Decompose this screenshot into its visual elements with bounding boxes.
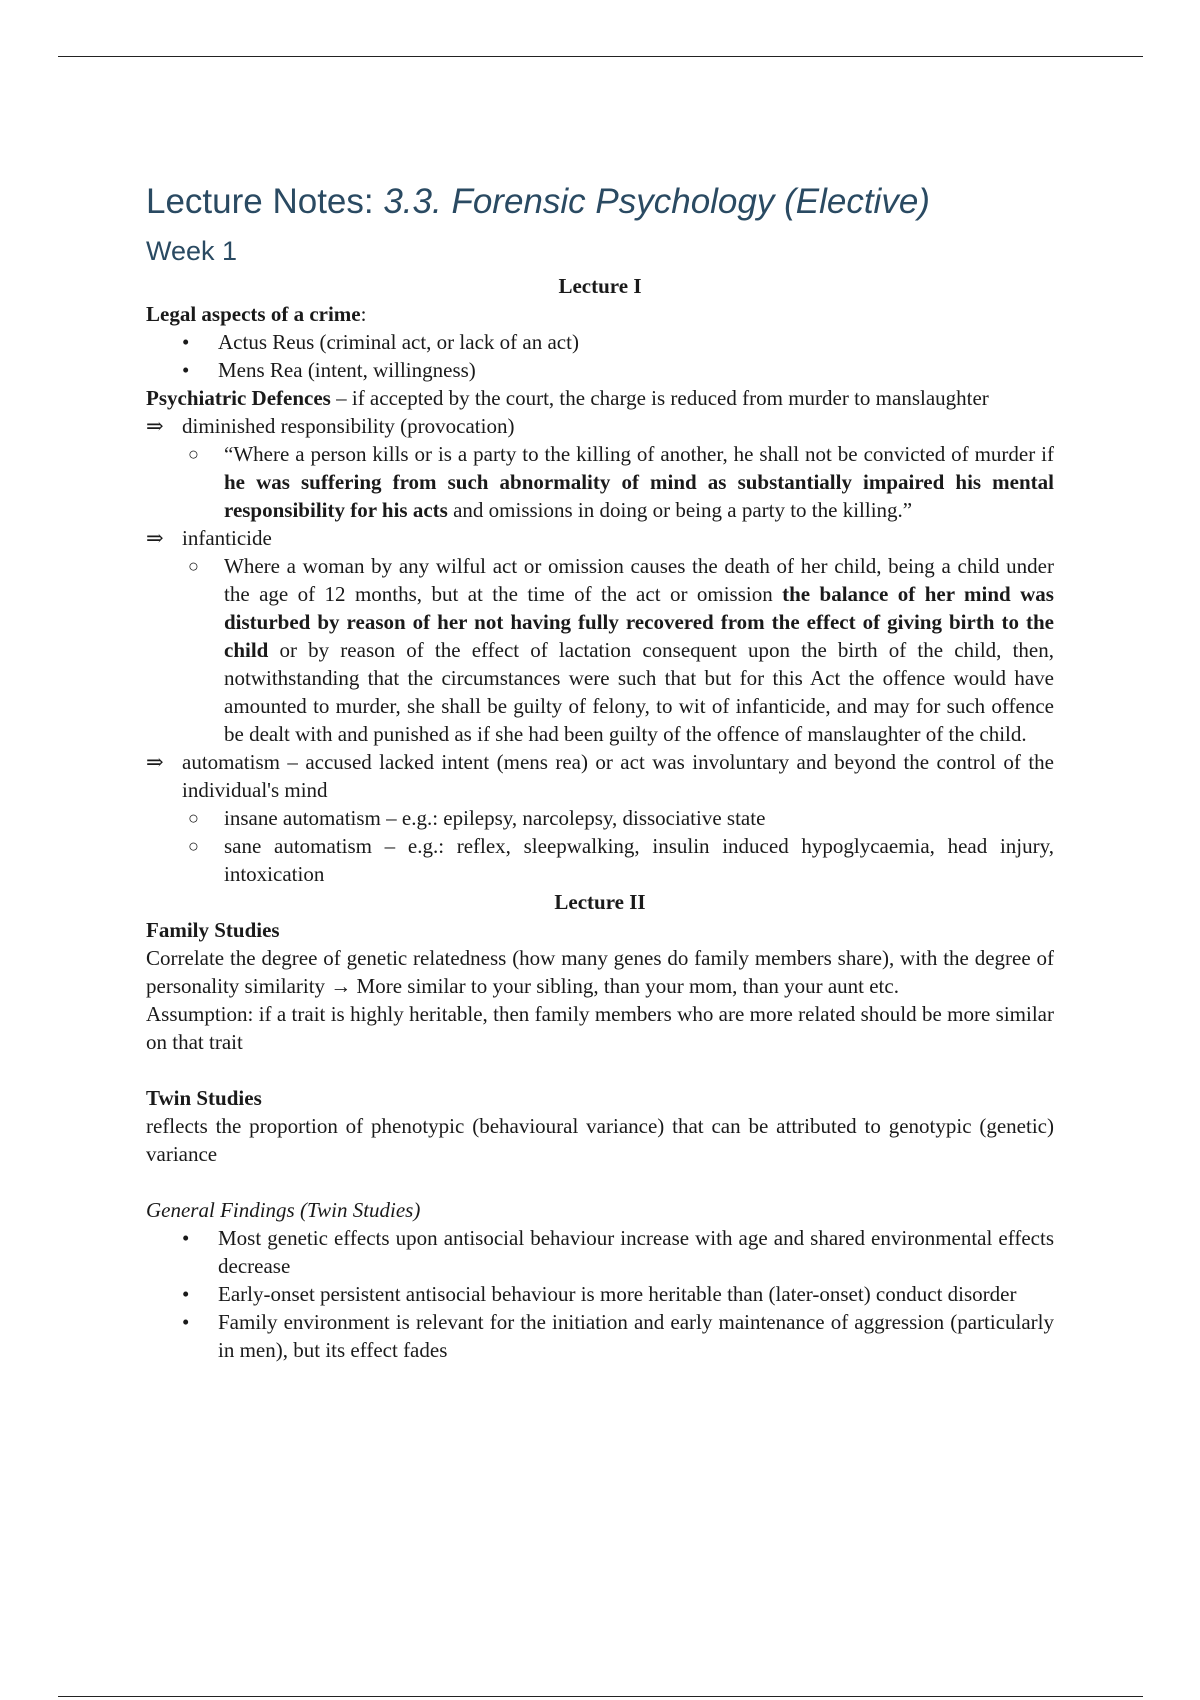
- family-studies-heading: Family Studies: [146, 918, 280, 942]
- lecture-1-heading: Lecture I: [558, 274, 642, 298]
- infanticide-text-bold: the balance of her mind was disturbed by reason of her not having fully recovered from the effect of giving birth to the child: [224, 582, 1054, 662]
- infanticide-label: infanticide: [182, 526, 272, 550]
- title-course: 3.3. Forensic Psychology (Elective): [383, 182, 930, 221]
- circle-bullet-icon: ○: [188, 556, 199, 576]
- list-item: [188, 552, 1054, 748]
- list-item-text: insane automatism – e.g.: epilepsy, narcolepsy, dissociative state: [224, 806, 766, 830]
- psychiatric-defences-label: Psychiatric Defences: [146, 386, 331, 410]
- legal-aspects-heading: [146, 300, 1054, 328]
- circle-bullet-icon: ○: [188, 836, 199, 856]
- list-item: [188, 440, 1054, 524]
- quote-text-a: “Where a person kills or is a party to the killing of another, he shall not be convicted of murder if: [224, 442, 1054, 466]
- page-title: [146, 180, 1054, 224]
- list-item-text: Mens Rea (intent, willingness): [218, 358, 476, 382]
- bullet-icon: •: [182, 358, 190, 382]
- top-rule: [58, 56, 1143, 57]
- spacer: [146, 1056, 1054, 1084]
- diminished-responsibility-sublist: [146, 440, 1054, 524]
- circle-bullet-icon: ○: [188, 808, 199, 828]
- list-item-text: Early-onset persistent antisocial behaviour is more heritable than (later-onset) conduct disorder: [218, 1282, 1017, 1306]
- list-item-text: sane automatism – e.g.: reflex, sleepwalking, insulin induced hypoglycaemia, head injury, intoxication: [224, 834, 1054, 886]
- infanticide-text-a: Where a woman by any wilful act or omission causes the death of her child, being a child under the age of 12 months, but at the time of the act or omission: [224, 554, 1054, 606]
- psychiatric-defences-paragraph: [146, 384, 1054, 412]
- bullet-icon: •: [182, 1310, 190, 1334]
- diminished-responsibility-item: [146, 412, 1054, 440]
- infanticide-text-c: or by reason of the effect of lactation consequent upon the birth of the child, then, notwithstanding that the circumstances were such that but for this Act the offence would have amounted to murder, she shall be guilty of felony, to wit of infanticide, and may for such offence be dealt with and punished as if she had been guilty of the offence of manslaughter of the child.: [224, 638, 1054, 746]
- list-item: [188, 832, 1054, 888]
- legal-aspects-list: [146, 328, 1054, 384]
- infanticide-sublist: [146, 552, 1054, 748]
- list-item-text: Actus Reus (criminal act, or lack of an act): [218, 330, 579, 354]
- list-item: [182, 356, 1054, 384]
- arrow-icon: ⇒: [146, 750, 164, 774]
- twin-studies-text: reflects the proportion of phenotypic (behavioural variance) that can be attributed to genotypic (genetic) variance: [146, 1114, 1054, 1166]
- legal-aspects-label: Legal aspects of a crime: [146, 302, 361, 326]
- infanticide-item: [146, 524, 1054, 552]
- bullet-icon: •: [182, 1282, 190, 1306]
- automatism-item: [146, 748, 1054, 804]
- bullet-icon: •: [182, 1226, 190, 1250]
- legal-aspects-colon: :: [360, 302, 367, 326]
- quote-text-bold: he was suffering from such abnormality of mind as substantially impaired his mental responsibility for his acts: [224, 470, 1054, 522]
- list-item: [182, 1224, 1054, 1280]
- spacer: [146, 1168, 1054, 1196]
- list-item-text: Most genetic effects upon antisocial behaviour increase with age and shared environmental effects decrease: [218, 1226, 1054, 1278]
- lecture-2-heading: Lecture II: [554, 890, 646, 914]
- psychiatric-defences-text: – if accepted by the court, the charge is reduced from murder to manslaughter: [330, 386, 989, 410]
- circle-bullet-icon: ○: [188, 444, 199, 464]
- general-findings-list: [146, 1224, 1054, 1364]
- document-body: [146, 180, 1054, 1364]
- list-item-text: Family environment is relevant for the initiation and early maintenance of aggression (particularly in men), but its effect fades: [218, 1310, 1054, 1362]
- family-studies-text: Correlate the degree of genetic relatedness (how many genes do family members share), with the degree of personality similarity → More similar to your sibling, than your mom, than your aunt etc.: [146, 946, 1054, 998]
- arrow-icon: ⇒: [146, 526, 164, 550]
- bottom-rule: [58, 1696, 1143, 1697]
- quote-text-c: and omissions in doing or being a party to the killing.”: [447, 498, 913, 522]
- week-heading: Week 1: [146, 236, 238, 266]
- assumption-text: Assumption: if a trait is highly heritable, then family members who are more related should be more similar on that trait: [146, 1002, 1054, 1054]
- list-item: [182, 1280, 1054, 1308]
- arrow-icon: ⇒: [146, 414, 164, 438]
- bullet-icon: •: [182, 330, 190, 354]
- general-findings-heading: General Findings (Twin Studies): [146, 1198, 421, 1222]
- diminished-responsibility-label: diminished responsibility (provocation): [182, 414, 515, 438]
- automatism-label: automatism – accused lacked intent (mens rea) or act was involuntary and beyond the control of the individual's mind: [182, 750, 1054, 802]
- automatism-sublist: [146, 804, 1054, 888]
- list-item: [182, 328, 1054, 356]
- title-prefix: Lecture Notes:: [146, 182, 384, 221]
- list-item: [188, 804, 1054, 832]
- twin-studies-heading: Twin Studies: [146, 1086, 262, 1110]
- list-item: [182, 1308, 1054, 1364]
